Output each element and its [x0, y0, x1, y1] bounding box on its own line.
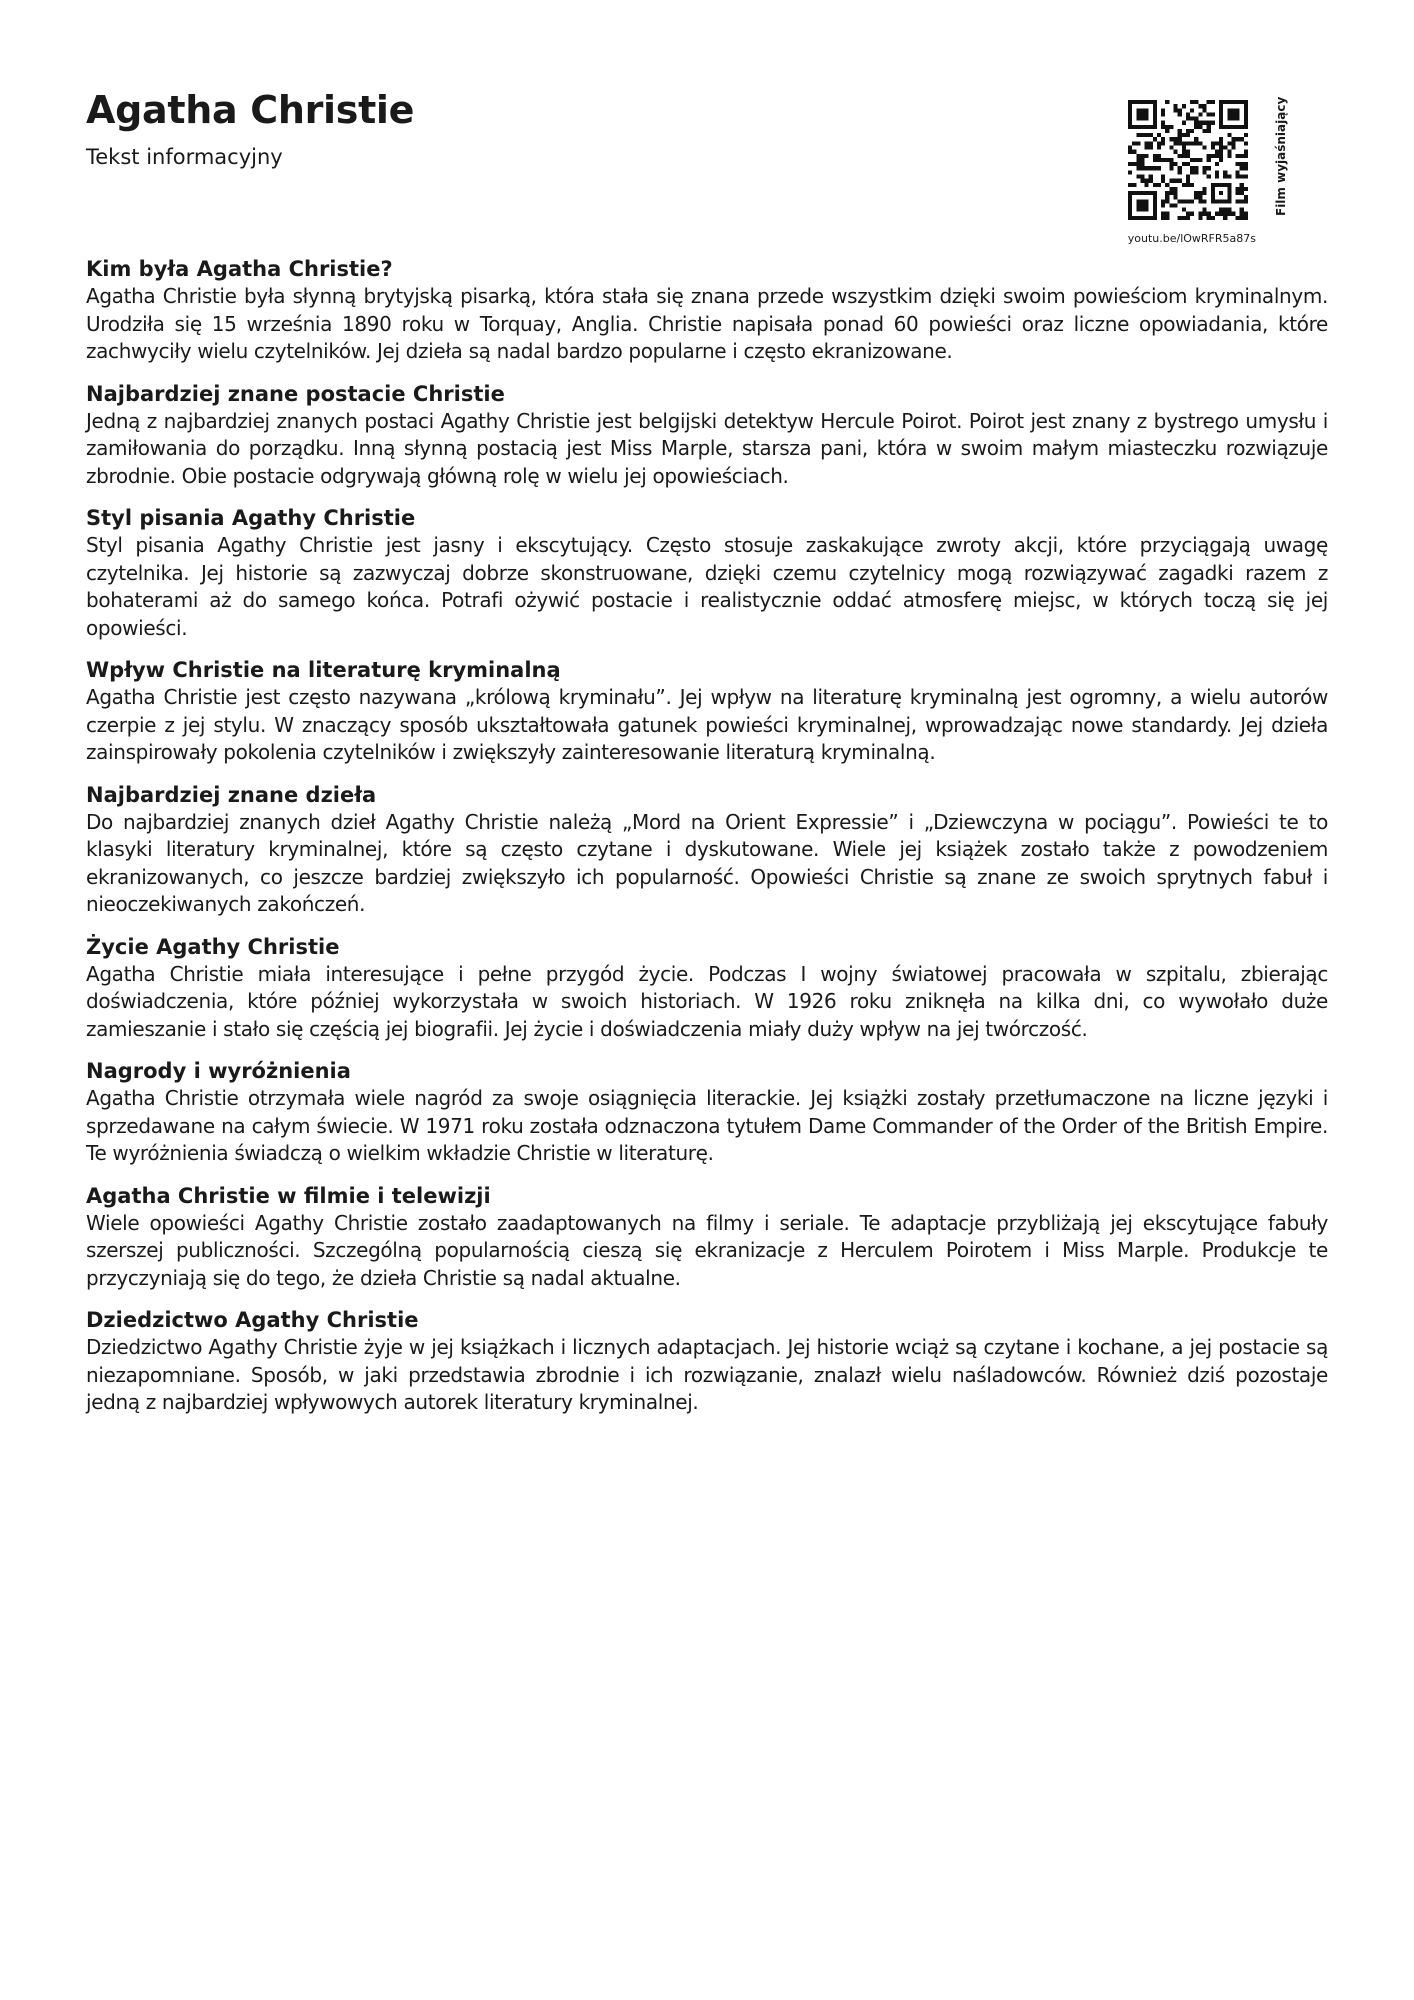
section-body: Do najbardziej znanych dzieł Agathy Christie należą „Mord na Orient Expressie” i „Dziewczyna w pociągu”. Powieści te to klasyki literatury kryminalnej, które są często czytane i dyskutowane. Wiele jej książek zostało także z powodzeniem ekranizowanych, co jeszcze bardziej zwiększyło ich popularność. Opowieści Christie są znane ze swoich sprytnych fabuł i nieoczekiwanych zakończeń.	[86, 809, 1328, 916]
section	[86, 933, 1328, 1044]
section-heading: Kim była Agatha Christie?	[86, 257, 393, 281]
document-header	[86, 86, 414, 172]
section	[86, 380, 1328, 491]
page-subtitle: Tekst informacyjny	[86, 145, 283, 169]
section-heading: Dziedzictwo Agathy Christie	[86, 1308, 419, 1332]
qr-block	[1120, 96, 1320, 256]
section	[86, 781, 1328, 919]
section	[86, 504, 1328, 642]
section-body: Dziedzictwo Agathy Christie żyje w jej książkach i licznych adaptacjach. Jej historie wciąż są czytane i kochane, a jej postacie są niezapomniane. Sposób, w jaki przedstawia zbrodnie i ich rozwiązanie, znalazł wielu naśladowców. Również dziś pozostaje jedną z najbardziej wpływowych autorek literatury kryminalnej.	[86, 1335, 1328, 1414]
section-body: Jedną z najbardziej znanych postaci Agathy Christie jest belgijski detektyw Hercule Poirot. Poirot jest znany z bystrego umysłu i zamiłowania do porządku. Inną słynną postacią jest Miss Marple, starsza pani, która w swoim małym miasteczku rozwiązuje zbrodnie. Obie postacie odgrywają główną rolę w wielu jej opowieściach.	[86, 408, 1328, 488]
section	[86, 1057, 1328, 1168]
document-body	[86, 255, 1328, 1431]
qr-side-label: Film wyjaśniający	[1274, 96, 1288, 216]
page-title: Agatha Christie	[86, 88, 415, 132]
section-body: Agatha Christie otrzymała wiele nagród za swoje osiągnięcia literackie. Jej książki zostały przetłumaczone na liczne języki i sprzedawane na całym świecie. W 1971 roku została odznaczona tytułem Dame Commander of the Order of the British Empire. Te wyróżnienia świadczą o wielkim wkładzie Christie w literaturę.	[86, 1086, 1328, 1165]
section-body: Agatha Christie była słynną brytyjską pisarką, która stała się znana przede wszystkim dzięki swoim powieściom kryminalnym. Urodziła się 15 września 1890 roku w Torquay, Anglia. Christie napisała ponad 60 powieści oraz liczne opowiadania, które zachwyciły wielu czytelników. Jej dzieła są nadal bardzo popularne i często ekranizowane.	[86, 284, 1328, 363]
section	[86, 1306, 1328, 1417]
section-body: Agatha Christie jest często nazywana „królową kryminału”. Jej wpływ na literaturę kryminalną jest ogromny, a wielu autorów czerpie z jej stylu. W znaczący sposób ukształtowała gatunek powieści kryminalnej, wprowadzając nowe standardy. Jej dzieła zainspirowały pokolenia czytelników i zwiększyły zainteresowanie literaturą kryminalną.	[86, 685, 1328, 764]
section-body: Wiele opowieści Agathy Christie zostało zaadaptowanych na filmy i seriale. Te adaptacje przybliżają jej ekscytujące fabuły szerszej publiczności. Szczególną popularnością cieszą się ekranizacje z Herculem Poirotem i Miss Marple. Produkcje te przyczyniają się do tego, że dzieła Christie są nadal aktualne.	[86, 1210, 1328, 1290]
section-heading: Życie Agathy Christie	[86, 934, 340, 959]
qr-code-icon[interactable]	[1128, 100, 1248, 220]
section-heading: Styl pisania Agathy Christie	[86, 506, 416, 530]
qr-link-text[interactable]: youtu.be/lOwRFR5a87s	[1127, 232, 1256, 245]
section-heading: Wpływ Christie na literaturę kryminalną	[86, 658, 561, 682]
section	[86, 1182, 1328, 1293]
section	[86, 255, 1328, 366]
section-heading: Najbardziej znane dzieła	[86, 782, 377, 807]
section-body: Styl pisania Agathy Christie jest jasny i ekscytujący. Często stosuje zaskakujące zwroty akcji, które przyciągają uwagę czytelnika. Jej historie są zazwyczaj dobrze skonstruowane, dzięki czemu czytelnicy mogą rozwiązywać zagadki razem z bohaterami aż do samego końca. Potrafi ożywić postacie i realistycznie oddać atmosferę miejsc, w których toczą się jej opowieści.	[86, 533, 1328, 640]
section-body: Agatha Christie miała interesujące i pełne przygód życie. Podczas I wojny światowej pracowała w szpitalu, zbierając doświadczenia, które później wykorzystała w swoich historiach. W 1926 roku zniknęła na kilka dni, co wywołało duże zamieszanie i stało się częścią jej biografii. Jej życie i doświadczenia miały duży wpływ na jej twórczość.	[86, 961, 1328, 1041]
section	[86, 656, 1328, 767]
section-heading: Najbardziej znane postacie Christie	[86, 381, 505, 406]
section-heading: Nagrody i wyróżnienia	[86, 1059, 351, 1083]
section-heading: Agatha Christie w filmie i telewizji	[86, 1183, 491, 1208]
